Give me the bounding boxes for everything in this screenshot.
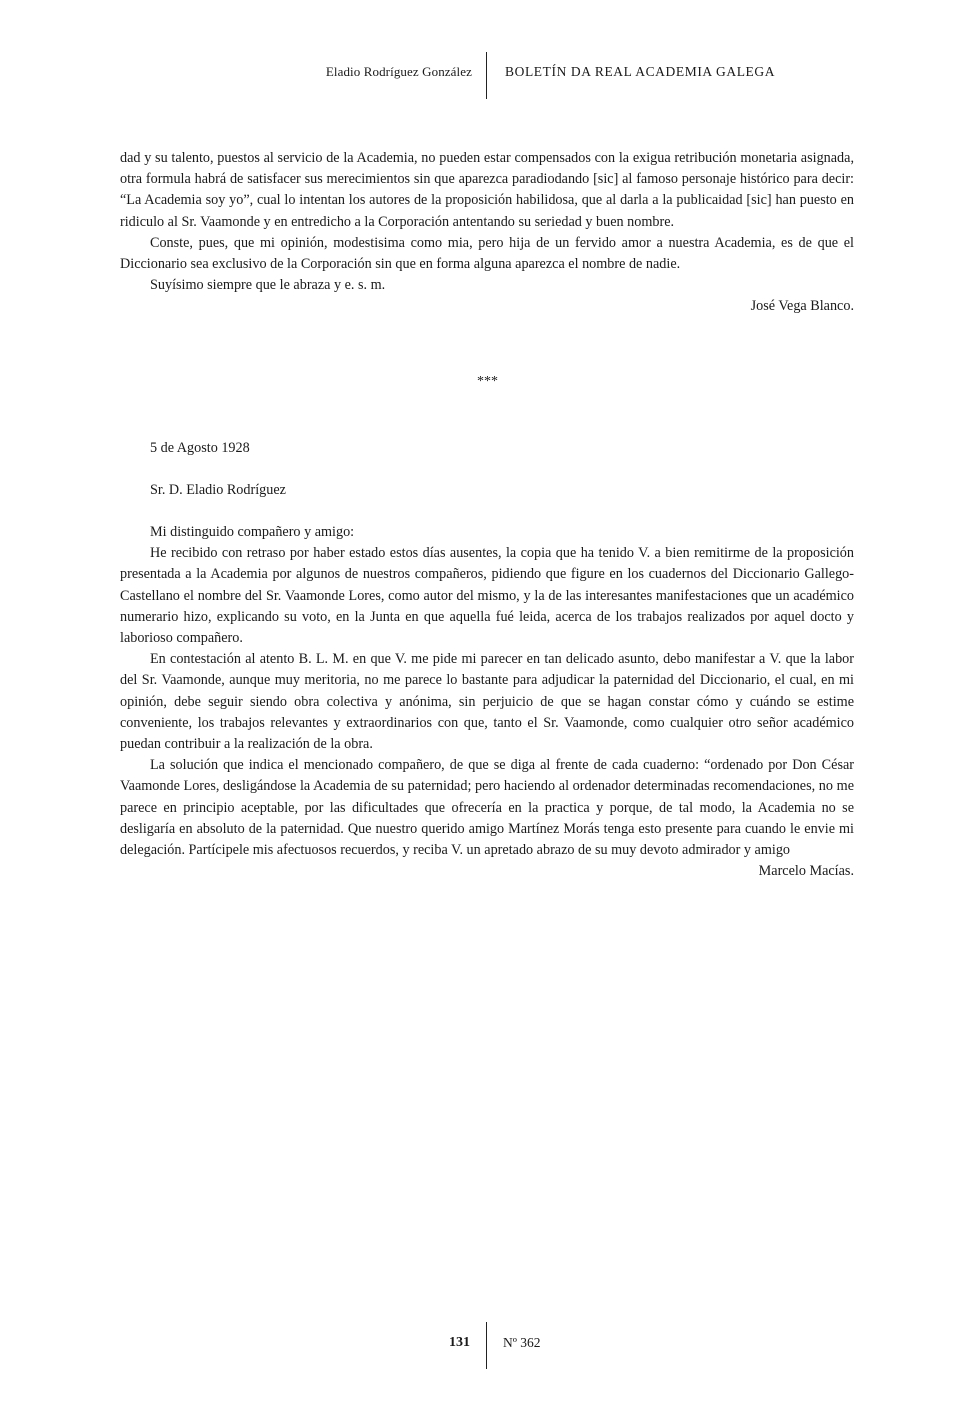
header-divider bbox=[486, 52, 487, 99]
issue-number: Nº 362 bbox=[503, 1335, 541, 1350]
signature: Marcelo Macías. bbox=[758, 863, 854, 880]
letter-vega-blanco bbox=[120, 148, 854, 318]
paragraph: Conste, pues, que mi opinión, modestisima como mia, pero hija de un fervido amor a nuestra Academia, es de que el Diccionario sea exclusivo de la Corporación sin que en forma alguna aparezca el nombre de nadie. bbox=[120, 234, 854, 273]
salutation: Mi distinguido compañero y amigo: bbox=[150, 524, 355, 540]
closing-line: Suyísimo siempre que le abraza y e. s. m. bbox=[150, 277, 386, 294]
letter-date: 5 de Agosto 1928 bbox=[150, 440, 250, 456]
letter-addressee: Sr. D. Eladio Rodríguez bbox=[150, 482, 286, 498]
paragraph: dad y su talento, puestos al servicio de la Academia, no pueden estar compensados con la exigua retribución monetaria asignada, otra formula habrá de satisfacer sus merecimientos sin que aparezca paradiodando [sic] al famoso personaje histórico para decir: “La Academia soy yo”, cual lo intentan los autores de la proposición habilidosa, que al darla a la publicaidad [sic] han puesto en ridiculo al Sr. Vaamonde y en entredicho a la Corporación antentando su seriedad y buen nombre. bbox=[120, 150, 854, 230]
running-header-author: Eladio Rodríguez González bbox=[325, 64, 472, 79]
signature: José Vega Blanco. bbox=[750, 298, 854, 315]
paragraph: En contestación al atento B. L. M. en que V. me pide mi parecer en tan delicado asunto, debo manifestar a V. que la labor del Sr. Vaamonde, aunque muy meritoria, no me parece lo bastante para adjudicar la paternidad del Diccionario, el cual, en mi opinión, debe seguir siendo obra colectiva y anónima, sin perjuicio de que se hagan constar cómo y cuándo se estime conveniente, los trabajos relevantes y extraordinarios con que, tanto el Sr. Vaamonde, como cualquier otro señor académico puedan contribuir a la realización de la obra. bbox=[120, 651, 854, 753]
running-header-journal: BOLETÍN DA REAL ACADEMIA GALEGA bbox=[505, 64, 776, 79]
page-number: 131 bbox=[449, 1335, 470, 1350]
letter-marcelo-macias bbox=[120, 522, 854, 882]
paragraph: La solución que indica el mencionado compañero, de que se diga al frente de cada cuaderno: “ordenado por Don César Vaamonde Lores, desligándose la Academia de su paternidad; pero haciendo al ordenador determinadas recomendaciones, no me parece en principio aceptable, por las dificultades que ofrecería en la practica y porque, de tal modo, la Academia no se desligaría en absoluto de la paternidad. Que nuestro querido amigo Martínez Morás tenga esto presente para cuando le envie mi delegación. Partícipele mis afectuosos recuerdos, y reciba V. un apretado abrazo de su muy devoto admirador y amigo bbox=[120, 757, 854, 859]
paragraph: He recibido con retraso por haber estado estos días ausentes, la copia que ha tenido V. a bien remitirme de la proposición presentada a la Academia por algunos de nuestros compañeros, pidiendo que figure en los cuadernos del Diccionario Gallego-Castellano el nombre del Sr. Vaamonde Lores, como autor del mismo, y la de las interesantes manifestaciones que un académico numerario hizo, explicando su voto, en la Junta en que aquella fué leida, acerca de los trabajos realizados por aquel docto y laborioso compañero. bbox=[120, 545, 854, 647]
section-separator: *** bbox=[477, 374, 498, 389]
footer-divider bbox=[486, 1322, 487, 1369]
